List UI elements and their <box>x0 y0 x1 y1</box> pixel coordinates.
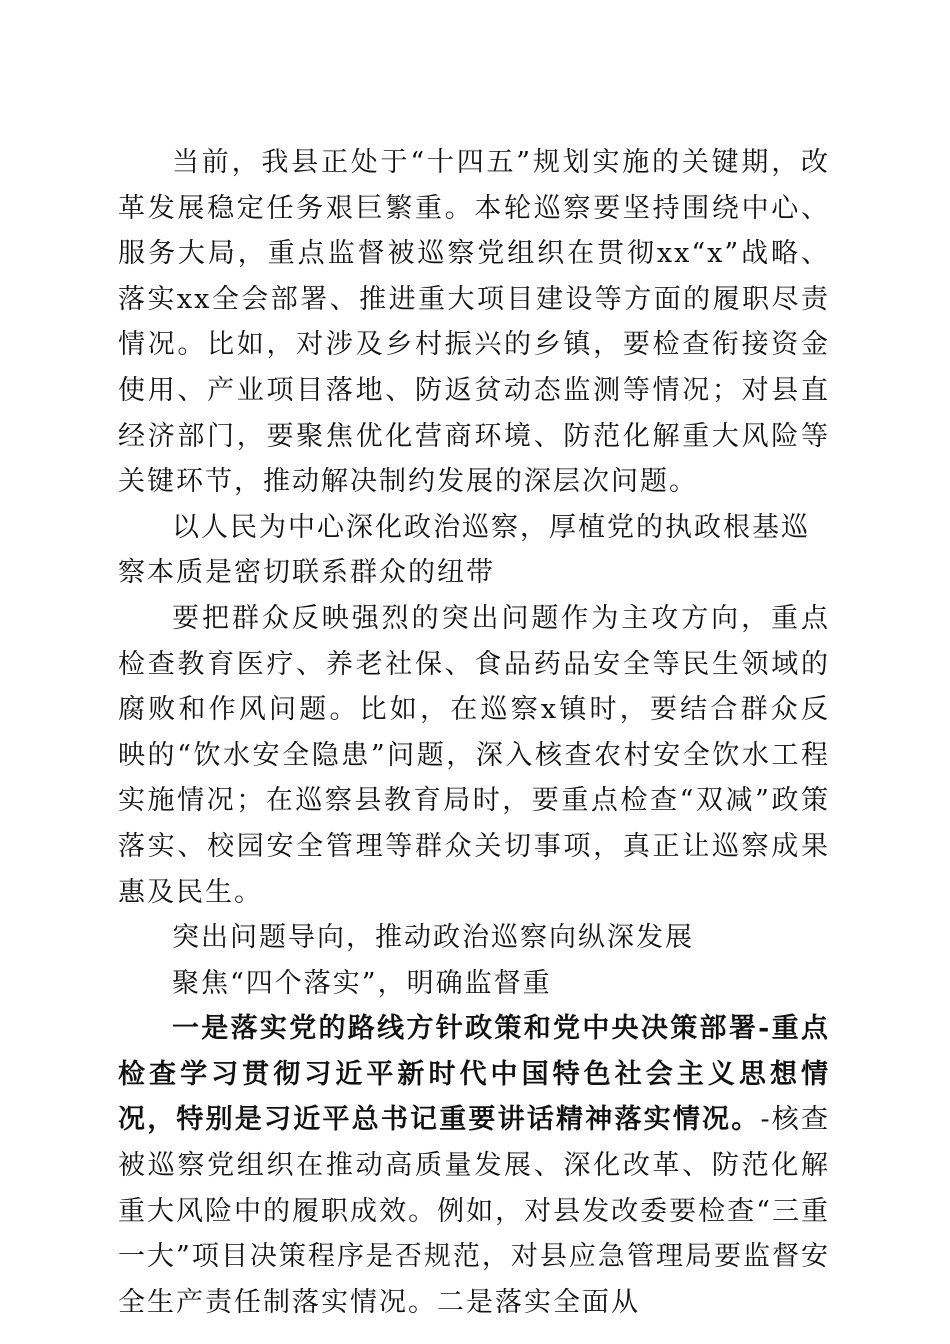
document-body <box>118 140 830 1325</box>
paragraph-continuation-text: -核查被巡察党组织在推动高质量发展、深化改革、防范化解重大风险中的履职成效。例如，对县发改委要检查“三重一大”项目决策程序是否规范，对县应急管理局要监督安全生产责任制落实情况。二是落实全面从 <box>118 1104 830 1318</box>
paragraph-people-livelihood: 要把群众反映强烈的突出问题作为主攻方向，重点检查教育医疗、养老社保、食品药品安全等民生领域的腐败和作风问题。比如，在巡察x镇时，要结合群众反映的“饮水安全隐患”问题，深入核查农村安全饮水工程实施情况；在巡察县教育局时，要重点检查“双减”政策落实、校园安全管理等群众关切事项，真正让巡察成果惠及民生。 <box>118 602 830 908</box>
paragraph-first-implementation <box>118 1006 830 1325</box>
bold-lead-text: 一是落实党的路线方针政策和党中央决策部署-重点检查学习贯彻习近平新时代中国特色社会主义思想情况，特别是习近平总书记重要讲话精神落实情况。 <box>118 1013 830 1136</box>
paragraph-key-period: 当前，我县正处于“十四五”规划实施的关键期，改革发展稳定任务艰巨繁重。本轮巡察要坚持围绕中心、服务大局，重点监督被巡察党组织在贯彻xx“x”战略、落实xx全会部署、推进重大项目建设等方面的履职尽责情况。比如，对涉及乡村振兴的乡镇，要检查衔接资金使用、产业项目落地、防返贫动态监测等情况；对县直经济部门，要聚焦优化营商环境、防范化解重大风险等关键环节，推动解决制约发展的深层次问题。 <box>118 147 830 498</box>
heading-people-centered: 以人民为中心深化政治巡察，厚植党的执政根基巡察本质是密切联系群众的纽带 <box>118 511 810 589</box>
heading-problem-oriented: 突出问题导向，推动政治巡察向纵深发展 <box>172 922 694 954</box>
heading-four-implementations: 聚焦“四个落实”，明确监督重 <box>172 967 552 999</box>
